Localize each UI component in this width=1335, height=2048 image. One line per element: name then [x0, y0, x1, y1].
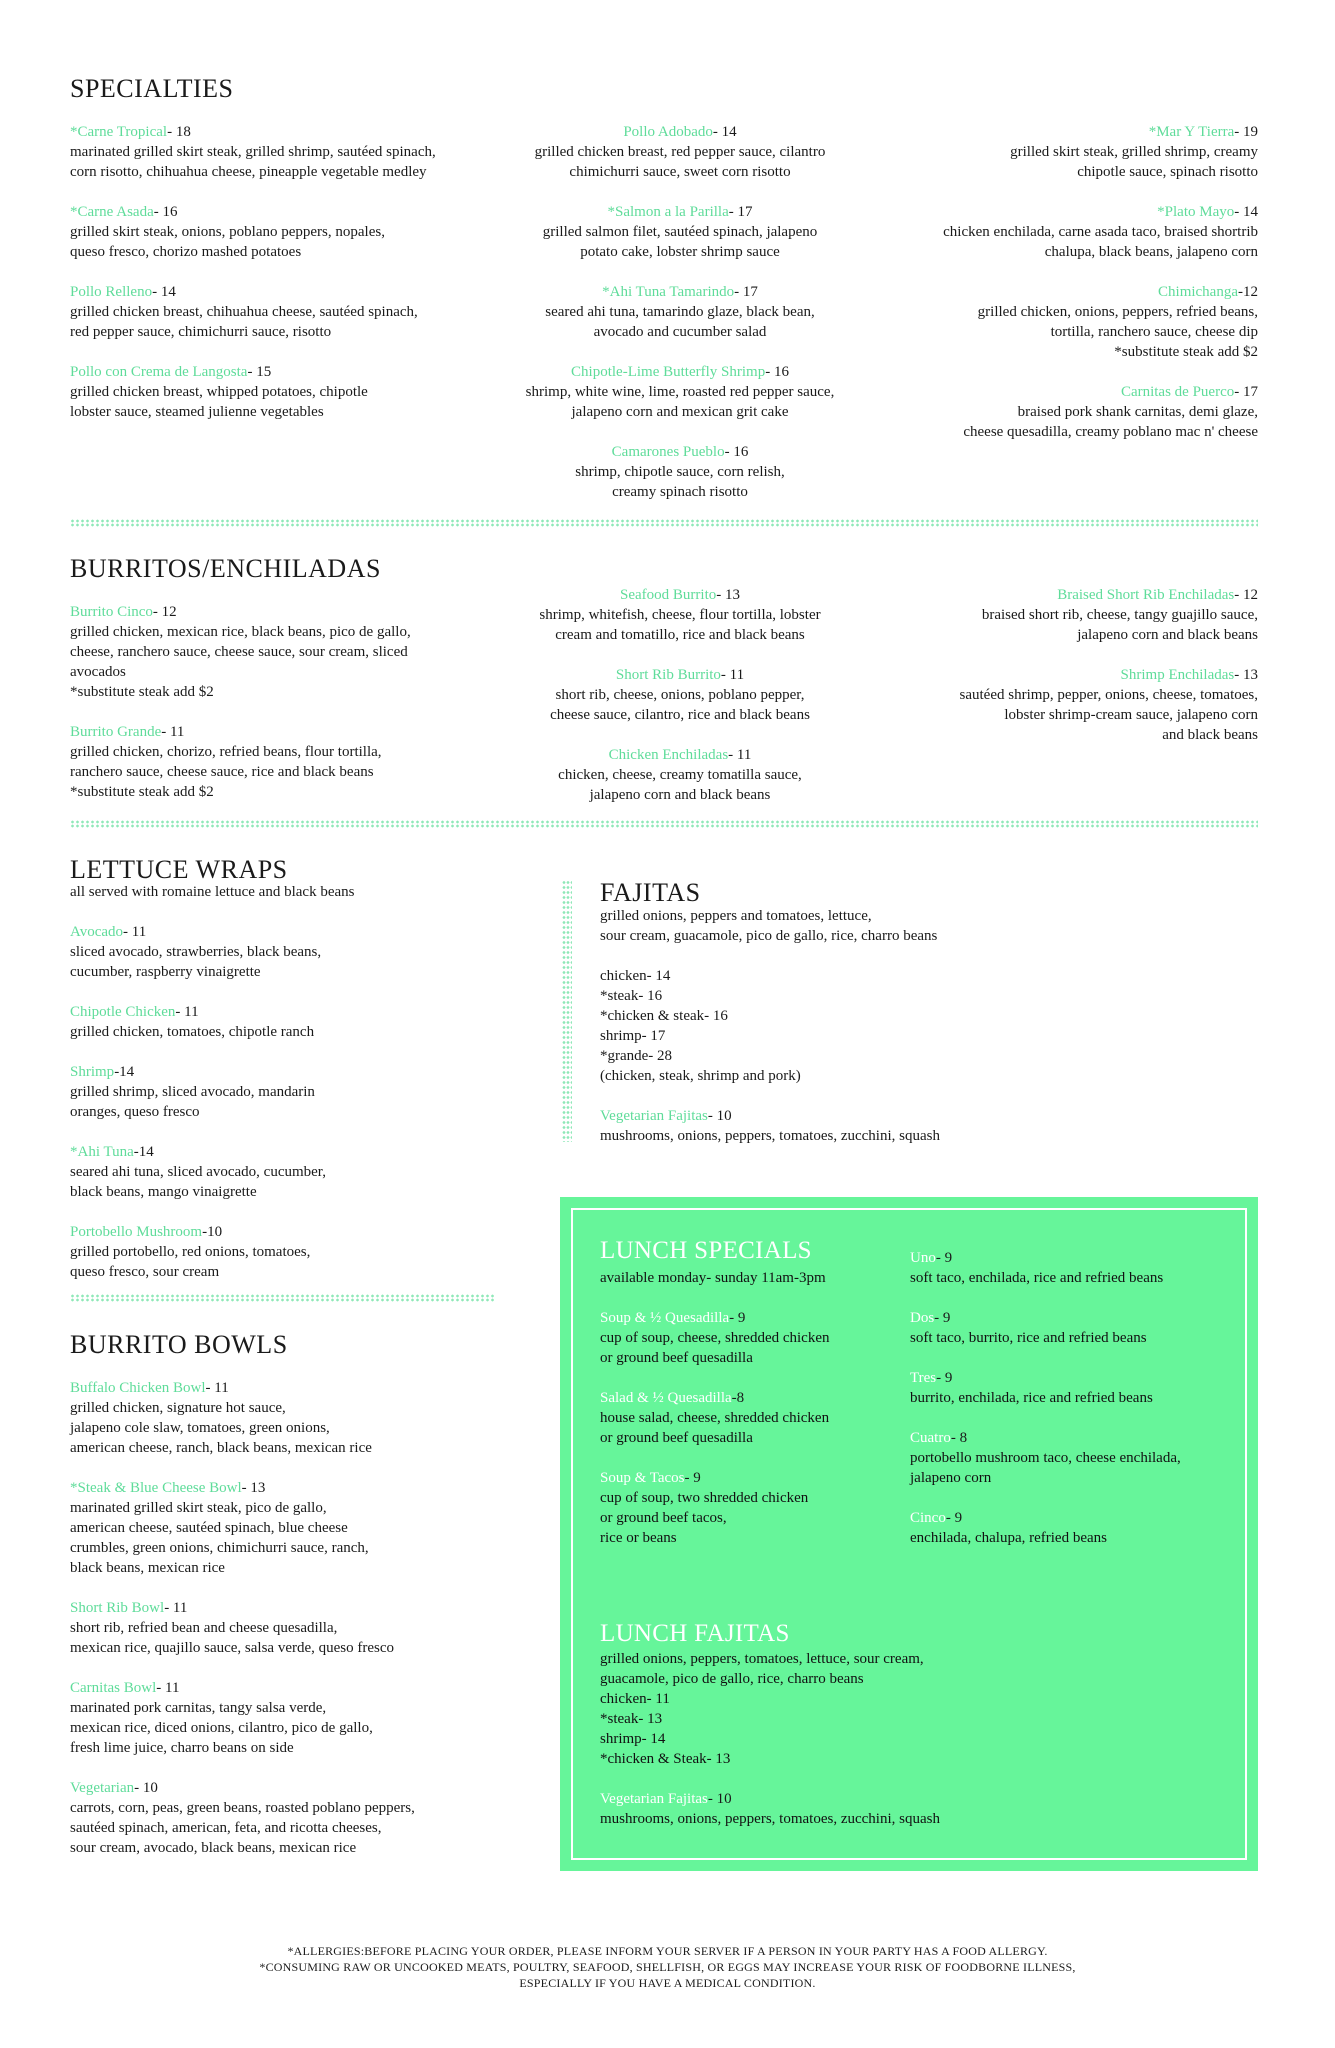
item-price: -14 [133, 1144, 154, 1160]
item-description: enchilada, chalupa, refried beans [910, 1530, 1107, 1546]
burritos-right-column [850, 585, 1258, 765]
item-name: Chipotle Chicken [70, 1004, 176, 1020]
item-name: *Salmon a la Parilla [607, 204, 729, 220]
item-price: - 17 [1234, 384, 1258, 400]
item-description: soft taco, enchilada, rice and refried beans [910, 1270, 1164, 1286]
item-name: Pollo Relleno [70, 284, 153, 300]
section-title-lettuce-wraps: LETTUCE WRAPS [70, 855, 288, 884]
item-name: Cinco [910, 1510, 946, 1526]
item-price: - 10 [707, 1791, 732, 1807]
burrito-bowls-list [70, 1378, 550, 1878]
item-description: grilled chicken, mexican rice, black beans, pico de gallo, cheese, ranchero sauce, cheese sauce, sour cream, sliced avocados *substitute steak add $2 [70, 624, 411, 700]
item-description: grilled skirt steak, onions, poblano peppers, nopales, queso fresco, chorizo mashed potatoes [70, 224, 385, 260]
item-name: Uno [910, 1250, 936, 1266]
item-price: - 11 [123, 924, 147, 940]
item-price: - 11 [175, 1004, 199, 1020]
item-description: grilled chicken breast, red pepper sauce, cilantro chimichurri sauce, sweet corn risotto [534, 144, 826, 180]
menu-item [600, 1308, 910, 1368]
menu-item [600, 1388, 910, 1448]
menu-item [70, 1678, 550, 1758]
item-name: Pollo Adobado [623, 124, 713, 140]
fajitas-prices: chicken- 14 *steak- 16 *chicken & steak- 16 shrimp- 17 *grande- 28 (chicken, steak, shrimp and pork) [600, 968, 801, 1084]
item-description: braised short rib, cheese, tangy guajillo sauce, jalapeno corn and black beans [981, 607, 1258, 643]
item-name: Chicken Enchiladas [608, 747, 729, 763]
item-price: -12 [1238, 284, 1258, 300]
menu-item [70, 1778, 550, 1858]
fajitas-subtitle: grilled onions, peppers and tomatoes, lettuce, sour cream, guacamole, pico de gallo, rice, charro beans [600, 908, 938, 944]
section-title-fajitas: FAJITAS [600, 878, 701, 907]
item-name: Shrimp Enchiladas [1120, 667, 1235, 683]
item-description: seared ahi tuna, tamarindo glaze, black bean, avocado and cucumber salad [545, 304, 815, 340]
menu-item [480, 362, 880, 422]
footer-disclaimer [100, 1943, 1235, 1991]
item-price: - 9 [684, 1470, 701, 1486]
menu-item [480, 122, 880, 182]
item-description: shrimp, chipotle sauce, corn relish, creamy spinach risotto [575, 464, 785, 500]
menu-item [70, 1062, 510, 1122]
menu-item [480, 442, 880, 502]
item-price: - 12 [152, 604, 177, 620]
item-name: Camarones Pueblo [611, 444, 725, 460]
item-name: *Carne Tropical [70, 124, 168, 140]
lunch-fajitas-vegetarian [600, 1789, 1220, 1829]
item-description: short rib, cheese, onions, poblano pepper, cheese sauce, cilantro, rice and black beans [550, 687, 810, 723]
lettuce-wraps-list [70, 922, 510, 1302]
burritos-center-column [480, 585, 880, 825]
item-price: - 14 [152, 284, 176, 300]
menu-item [600, 1468, 910, 1548]
item-description: grilled chicken, chorizo, refried beans, flour tortilla, ranchero sauce, cheese sauce, rice and black beans *substitute steak add $2 [70, 744, 382, 800]
item-name: *Ahi Tuna [70, 1144, 134, 1160]
item-name: Vegetarian [70, 1780, 135, 1796]
menu-item [850, 122, 1258, 182]
menu-item [850, 202, 1258, 262]
item-description: cup of soup, two shredded chicken or ground beef tacos, rice or beans [600, 1490, 809, 1546]
menu-item [480, 585, 880, 645]
item-price: - 11 [728, 747, 752, 763]
item-name: Tres [910, 1370, 937, 1386]
menu-item [850, 585, 1258, 645]
item-name: Chimichanga [1158, 284, 1238, 300]
item-description: soft taco, burrito, rice and refried beans [910, 1330, 1147, 1346]
item-description: grilled chicken, tomatoes, chipotle ranch [70, 1024, 315, 1040]
burritos-left-column [70, 602, 510, 822]
menu-item [70, 1222, 510, 1282]
item-description: shrimp, whitefish, cheese, flour tortilla, lobster cream and tomatillo, rice and black beans [539, 607, 821, 643]
menu-item [480, 202, 880, 262]
lettuce-wraps-subtitle: all served with romaine lettuce and black beans [70, 884, 355, 900]
item-price: -8 [731, 1390, 745, 1406]
item-name: Vegetarian Fajitas [600, 1108, 708, 1124]
menu-item [70, 202, 510, 262]
item-price: - 10 [134, 1780, 158, 1796]
item-description: marinated pork carnitas, tangy salsa verde, mexican rice, diced onions, cilantro, pico de gallo, fresh lime juice, charro beans on side [70, 1700, 373, 1756]
lunch-specials-title: LUNCH SPECIALS [600, 1237, 812, 1264]
item-description: marinated grilled skirt steak, grilled shrimp, sautéed spinach, corn risotto, chihuahua cheese, pineapple vegetable medley [70, 144, 436, 180]
menu-item [910, 1428, 1230, 1488]
item-name: Soup & ½ Quesadilla [600, 1310, 730, 1326]
menu-item [850, 282, 1258, 362]
item-description: mushrooms, onions, peppers, tomatoes, zucchini, squash [600, 1128, 940, 1144]
item-description: grilled salmon filet, sautéed spinach, jalapeno potato cake, lobster shrimp sauce [542, 224, 818, 260]
item-description: grilled skirt steak, grilled shrimp, creamy chipotle sauce, spinach risotto [1010, 144, 1258, 180]
specialties-right-column [850, 122, 1258, 462]
section-title-burrito-bowls: BURRITO BOWLS [70, 1330, 288, 1359]
item-name: Portobello Mushroom [70, 1224, 203, 1240]
item-description: grilled chicken, onions, peppers, refried beans, tortilla, ranchero sauce, cheese dip *substitute steak add $2 [977, 304, 1258, 360]
item-name: Chipotle-Lime Butterfly Shrimp [571, 364, 766, 380]
item-name: *Plato Mayo [1157, 204, 1235, 220]
item-price: - 12 [1234, 587, 1258, 603]
item-name: *Mar Y Tierra [1148, 124, 1235, 140]
item-name: Carnitas Bowl [70, 1680, 157, 1696]
item-price: - 9 [935, 1250, 953, 1266]
section-title-burritos: BURRITOS/ENCHILADAS [70, 554, 381, 583]
item-description: chicken enchilada, carne asada taco, braised shortrib chalupa, black beans, jalapeno corn [943, 224, 1258, 260]
menu-item [70, 282, 510, 342]
item-name: Burrito Grande [70, 724, 162, 740]
item-name: Salad & ½ Quesadilla [600, 1390, 732, 1406]
item-price: - 14 [1234, 204, 1258, 220]
item-name: Shrimp [70, 1064, 115, 1080]
menu-item [70, 922, 510, 982]
menu-item [70, 1478, 550, 1578]
item-description: sliced avocado, strawberries, black beans, cucumber, raspberry vinaigrette [70, 944, 322, 980]
menu-item [480, 282, 880, 342]
item-description: burrito, enchilada, rice and refried beans [910, 1390, 1153, 1406]
item-price: - 9 [729, 1310, 746, 1326]
menu-item [70, 1002, 510, 1042]
item-description: grilled portobello, red onions, tomatoes, queso fresco, sour cream [70, 1244, 311, 1280]
footer-allergy-notice: *ALLERGIES:BEFORE PLACING YOUR ORDER, PLEASE INFORM YOUR SERVER IF A PERSON IN YOUR PARTY HAS A FOOD ALLERGY. [287, 1944, 1048, 1958]
item-price: - 10 [707, 1108, 732, 1124]
item-price: - 16 [765, 364, 789, 380]
item-name: *Steak & Blue Cheese Bowl [70, 1480, 242, 1496]
item-name: Dos [910, 1310, 935, 1326]
item-name: Short Rib Bowl [70, 1600, 165, 1616]
specialties-center-column [480, 122, 880, 522]
menu-item [850, 665, 1258, 745]
item-name: Soup & Tacos [600, 1470, 685, 1486]
item-price: - 9 [934, 1310, 951, 1326]
item-description: cup of soup, cheese, shredded chicken or ground beef quesadilla [600, 1330, 830, 1366]
item-description: carrots, corn, peas, green beans, roasted poblano peppers, sautéed spinach, american, feta, and ricotta cheeses, sour cream, avocado, black beans, mexican rice [70, 1800, 415, 1856]
item-description: grilled chicken breast, chihuahua cheese, sautéed spinach, red pepper sauce, chimichurri sauce, risotto [70, 304, 418, 340]
menu-item [910, 1508, 1230, 1548]
item-name: Pollo con Crema de Langosta [70, 364, 248, 380]
item-description: braised pork shank carnitas, demi glaze, cheese quesadilla, creamy poblano mac n' cheese [963, 404, 1258, 440]
footer-medical-condition: ESPECIALLY IF YOU HAVE A MEDICAL CONDITION. [519, 1976, 816, 1990]
item-description: grilled chicken breast, whipped potatoes, chipotle lobster sauce, steamed julienne vegetables [70, 384, 368, 420]
menu-item [70, 602, 510, 702]
menu-item [910, 1308, 1230, 1348]
menu-item [70, 722, 510, 802]
menu-item [70, 1142, 510, 1202]
item-name: Braised Short Rib Enchiladas [1057, 587, 1235, 603]
item-description: house salad, cheese, shredded chicken or ground beef quesadilla [600, 1410, 830, 1446]
item-price: - 17 [734, 284, 758, 300]
item-price: - 9 [936, 1370, 953, 1386]
item-price: - 15 [247, 364, 272, 380]
item-name: *Carne Asada [70, 204, 154, 220]
item-price: - 14 [712, 124, 737, 140]
item-name: Seafood Burrito [620, 587, 717, 603]
item-price: - 13 [241, 1480, 266, 1496]
item-price: - 11 [161, 724, 185, 740]
item-price: - 9 [945, 1510, 963, 1526]
section-title-specialties: SPECIALTIES [70, 74, 234, 103]
specialties-left-column [70, 122, 510, 442]
item-description: marinated grilled skirt steak, pico de gallo, american cheese, sautéed spinach, blue cheese crumbles, green onions, chimichurri sauce, ranch, black beans, mexican rice [70, 1500, 369, 1576]
item-description: shrimp, white wine, lime, roasted red pepper sauce, jalapeno corn and mexican grit cake [525, 384, 835, 420]
lunch-specials-right [910, 1248, 1230, 1568]
fajitas-vegetarian [600, 1106, 1250, 1146]
menu-item [480, 665, 880, 725]
item-price: - 18 [167, 124, 191, 140]
menu-item [480, 745, 880, 805]
item-price: - 11 [720, 667, 745, 683]
lunch-specials-box [560, 1197, 1258, 1871]
item-description: seared ahi tuna, sliced avocado, cucumber, black beans, mango vinaigrette [70, 1164, 326, 1200]
item-description: short rib, refried bean and cheese quesadilla, mexican rice, quajillo sauce, salsa verde, queso fresco [70, 1620, 395, 1656]
item-price: - 11 [164, 1600, 188, 1616]
divider-dotted-vertical [562, 880, 572, 1142]
footer-consumption-warning: *CONSUMING RAW OR UNCOOKED MEATS, POULTRY, SEAFOOD, SHELLFISH, OR EGGS MAY INCREASE YOUR RISK OF FOODBORNE ILLNESS, [259, 1960, 1076, 1974]
menu-item [850, 382, 1258, 442]
item-name: Carnitas de Puerco [1120, 384, 1235, 400]
lunch-fajitas-description: grilled onions, peppers, tomatoes, lettuce, sour cream, guacamole, pico de gallo, rice, charro beans chicken- 11 *steak- 13 shrimp- 14 *chicken & Steak- 13 [600, 1651, 924, 1767]
lunch-specials-subtitle: available monday- sunday 11am-3pm [600, 1270, 826, 1286]
item-price: - 16 [153, 204, 178, 220]
item-description: sautéed shrimp, pepper, onions, cheese, tomatoes, lobster shrimp-cream sauce, jalapeno corn and black beans [959, 687, 1258, 743]
item-name: Cuatro [910, 1430, 951, 1446]
menu-item [910, 1368, 1230, 1408]
item-price: - 13 [1234, 667, 1258, 683]
item-description: grilled shrimp, sliced avocado, mandarin oranges, queso fresco [70, 1084, 315, 1120]
item-description: grilled chicken, signature hot sauce, jalapeno cole slaw, tomatoes, green onions, american cheese, ranch, black beans, mexican rice [70, 1400, 372, 1456]
menu-item [70, 1598, 550, 1658]
menu-item [70, 122, 510, 182]
item-price: - 16 [724, 444, 749, 460]
menu-item [70, 362, 510, 422]
item-price: - 11 [205, 1380, 229, 1396]
menu-item [70, 1378, 550, 1458]
item-description: portobello mushroom taco, cheese enchilada, jalapeno corn [910, 1450, 1181, 1486]
item-description: chicken, cheese, creamy tomatilla sauce, jalapeno corn and black beans [558, 767, 802, 803]
item-price: - 13 [716, 587, 740, 603]
divider-dotted [70, 1294, 494, 1302]
item-price: - 8 [950, 1430, 968, 1446]
item-price: -10 [202, 1224, 223, 1240]
item-price: - 17 [728, 204, 753, 220]
item-name: Vegetarian Fajitas [600, 1791, 708, 1807]
item-name: *Ahi Tuna Tamarindo [602, 284, 735, 300]
item-price: - 11 [156, 1680, 180, 1696]
item-price: - 19 [1234, 124, 1258, 140]
divider-dotted [70, 820, 1258, 828]
item-name: Avocado [70, 924, 124, 940]
menu-item [910, 1248, 1230, 1288]
item-price: -14 [114, 1064, 135, 1080]
lunch-fajitas-title: LUNCH FAJITAS [600, 1620, 790, 1647]
item-name: Burrito Cinco [70, 604, 153, 620]
divider-dotted [70, 519, 1258, 527]
item-name: Short Rib Burrito [615, 667, 721, 683]
item-description: mushrooms, onions, peppers, tomatoes, zucchini, squash [600, 1811, 940, 1827]
item-name: Buffalo Chicken Bowl [70, 1380, 206, 1396]
lunch-specials-left [600, 1308, 910, 1568]
